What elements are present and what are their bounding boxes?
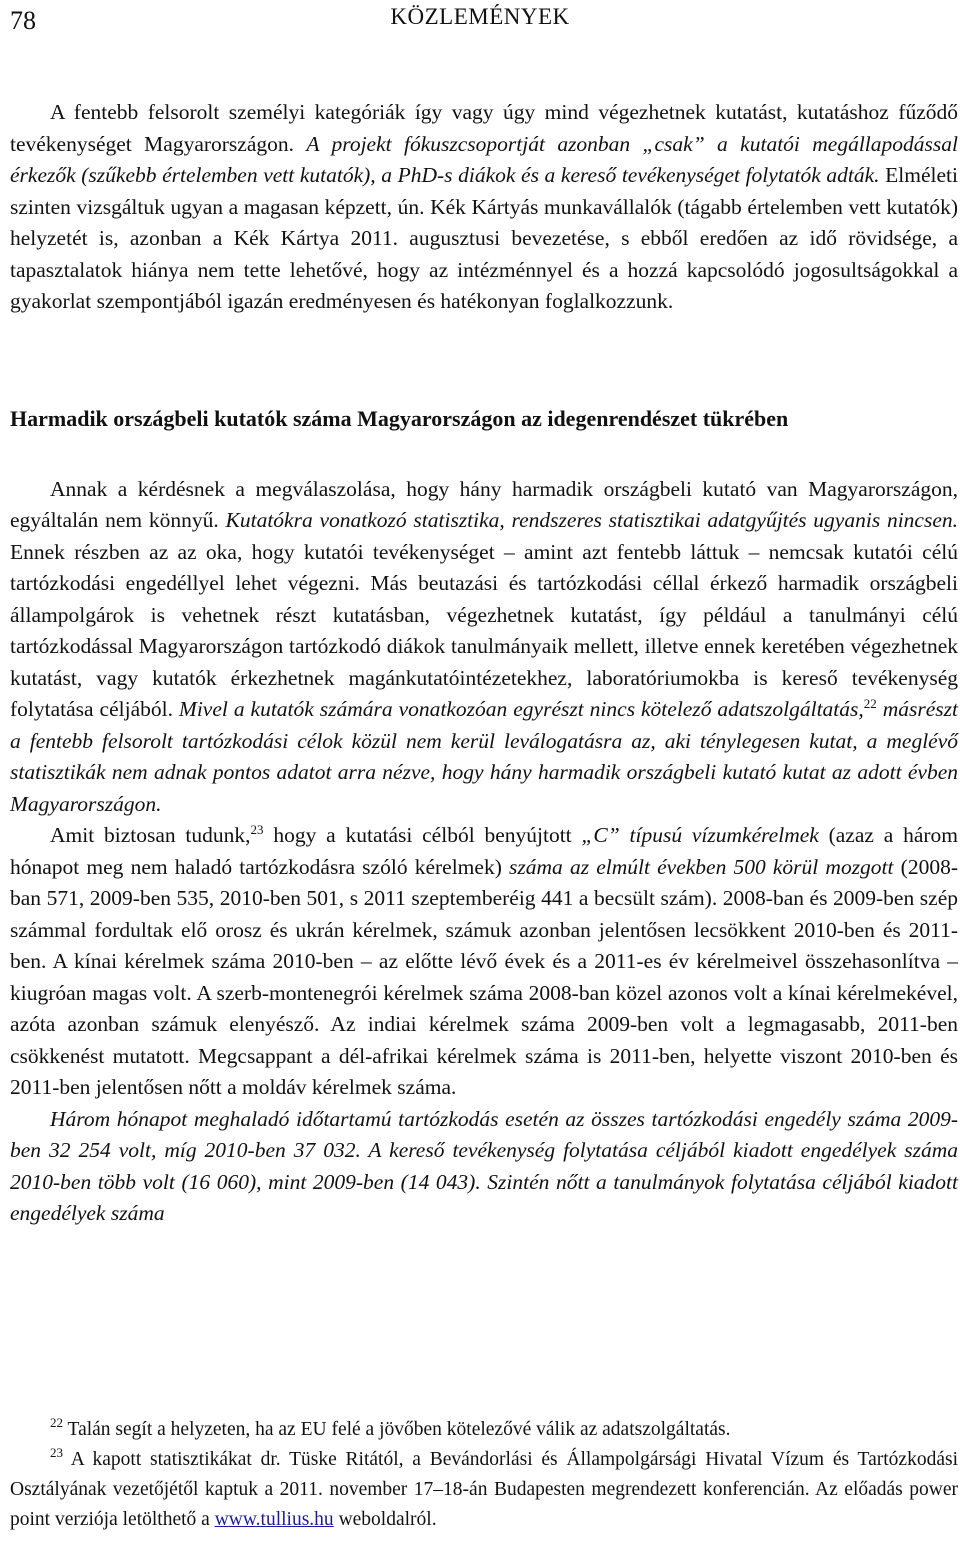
footnote-ref-22[interactable]: 22 [863,696,877,711]
paragraph-text: A fentebb felsorolt személyi kategóriák így vagy úgy mind végezhetnek kutatást, kutatáshoz fűződő tevékenységet Magyarországon. [10,100,958,156]
paragraph-text: Amit biztosan tudunk, [50,823,251,847]
page-number: 78 [10,6,36,35]
emphasis-text: Mivel a kutatók számára vonatkozóan egyrészt nincs kötelező adatszolgáltatás, [178,697,864,721]
paragraph-text: (azaz a három hónapot meg nem haladó tartózkodásra szóló kérelmek) [10,823,958,879]
running-head: KÖZLEMÉNYEK [390,4,570,29]
footnotes [10,1415,958,1535]
emphasis-text: Kutatókra vonatkozó statisztika, rendszeres statisztikai adatgyűjtés ugyanis nincsen. [225,508,958,532]
section-heading: Harmadik országbeli kutatók száma Magyarországon az idegenrendészet tükrében [10,405,789,431]
paragraph-intro [10,97,958,318]
paragraph-text: Elméleti szinten vizsgáltuk ugyan a magasan képzett, ún. Kék Kártyás munkavállalók (tágabb értelemben vett kutatók) helyzetét is, azonban a Kék Kártya 2011. augusztusi bevezetése, s ebből eredően az idő rövidsége, a tapasztalatok hiánya nem tette lehetővé, hogy az intézménnyel és a hozzá kapcsolódó jogosultságokkal a gyakorlat szempontjából igazán eredményesen és hatékonyan foglalkozzunk. [10,163,958,313]
page-header [0,0,960,40]
paragraph-text: Annak a kérdésnek a megválaszolása, hogy hány harmadik országbeli kutató van Magyarországon, egyáltalán nem könnyű. [10,476,958,532]
footnote-ref-23[interactable]: 23 [250,822,264,837]
paragraph-text: Ennek részben az az oka, hogy kutatói tevékenységet – amint azt fentebb láttuk – nemcsak kutatói célú tartózkodási engedéllyel lehet végezni. Más beutazási és tartózkodási céllal érkező harmadik országbeli állampolgárok is vehetnek részt kutatásban, végezhetnek kutatást, így például a tanulmányi célú tartózkodással Magyarországon tartózkodó diákok tanulmányaik mellett, illetve ennek keretében végezhetnek kutatást, vagy kutatók érkezhetnek magánkutatóintézetekhez, laboratóriumokba is kereső tevékenység folytatása céljából. [10,539,958,721]
paragraph-residence-permits [10,1104,958,1230]
paragraph-statistics [10,474,958,821]
emphasis-text: A projekt fókuszcsoportját azonban „csak” a kutatói megállapodással érkezők (szűkebb értelemben vett kutatók), a PhD-s diákok és a kereső tevékenységet folytatók adták. [10,131,958,187]
emphasis-text: „C” típusú vízumkérelmek [581,823,819,847]
footnote-number: 23 [50,1445,63,1460]
paragraph-visa-requests [10,820,958,1104]
footnote-text: Talán segít a helyzeten, ha az EU felé a jövőben kötelezővé válik az adatszolgáltatás. [63,1419,731,1440]
footnote-23 [10,1445,958,1535]
paragraph-text: (2008-ban 571, 2009-ben 535, 2010-ben 501, s 2011 szeptemberéig 441 a becsült szám). 2008-ban és 2009-ben szép számmal fordultak elő orosz és ukrán kérelmek, számuk azonban jelentősen lecsökkent 2010-ben és 2011-ben. A kínai kérelmek száma 2010-ben – az előtte lévő évek és a 2011-es év kérelmeivel összehasonlítva – kiugróan magas volt. A szerb-montenegrói kérelmek száma 2008-ban közel azonos volt a kínai kérelmekével, azóta azonban számuk elenyésző. Az indiai kérelmek száma 2009-ben volt a legmagasabb, 2011-ben csökkenést mutatott. Megcsappant a dél-afrikai kérelmek száma is 2011-ben, helyette viszont 2010-ben és 2011-ben jelentősen nőtt a moldáv kérelmek száma. [10,854,958,1099]
emphasis-text: Három hónapot meghaladó időtartamú tartózkodás esetén az összes tartózkodási engedély száma 2009-ben 32 254 volt, míg 2010-ben 37 032. A kereső tevékenység folytatása céljából kiadott engedélyek száma 2010-ben több volt (16 060), mint 2009-ben (14 043). Szintén nőtt a tanulmányok folytatása céljából kiadott engedélyek száma [10,1106,958,1225]
website-link[interactable]: www.tullius.hu [214,1509,334,1530]
footnote-22 [10,1415,958,1445]
body-text [10,97,958,1230]
footnote-number: 22 [50,1415,63,1430]
footnote-text: weboldalról. [333,1509,437,1530]
emphasis-text: száma az elmúlt években 500 körül mozgott [509,854,894,879]
emphasis-text: másrészt a fentebb felsorolt tartózkodási célok közül nem kerül leválogatásra az, aki ténylegesen kutat, a meglévő statisztikák nem adnak pontos adatot arra nézve, hogy hány harmadik országbeli kutató kutat az adott évben Magyarországon. [10,697,958,816]
footnote-text: A kapott statisztikákat dr. Tüske Ritától, a Bevándorlási és Állampolgársági Hivatal Vízum és Tartózkodási Osztályának vezetőjétől kaptuk a 2011. november 17–18-án Budapesten megrendezett konferencián. Az előadás power point verziója letölthető a [10,1449,958,1530]
paragraph-text: hogy a kutatási célból benyújtott [263,823,582,847]
